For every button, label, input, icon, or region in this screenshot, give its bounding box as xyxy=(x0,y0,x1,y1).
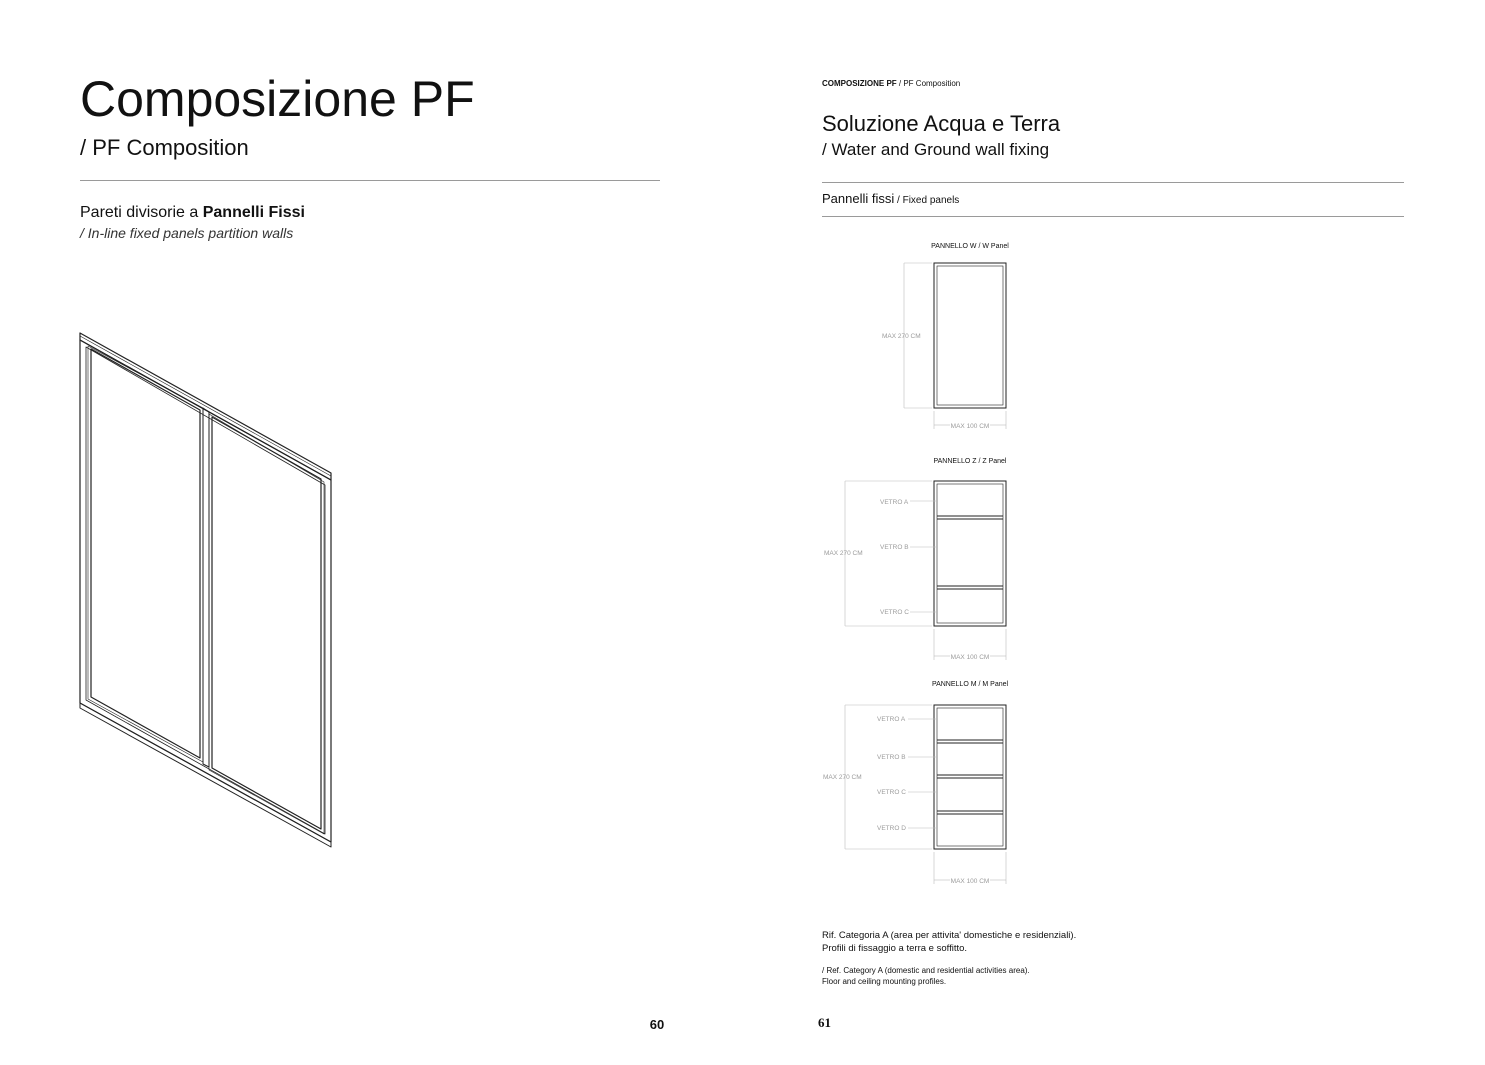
panel-w-label: PANNELLO W / W Panel xyxy=(931,243,1009,250)
top-profile xyxy=(80,333,331,480)
panel-z-height-dim: MAX 270 CM xyxy=(824,550,863,557)
panel-z-label: PANNELLO Z / Z Panel xyxy=(933,458,1007,465)
panel-z-glass-a: VETRO A xyxy=(880,499,909,506)
note-en-line-2: Floor and ceiling mounting profiles. xyxy=(822,977,947,986)
section-subtitle: / Water and Ground wall fixing xyxy=(822,140,1050,159)
note-it-line-1: Rif. Categoria A (area per attivita' domestiche e residenziali). xyxy=(822,930,1077,941)
page-number-right: 61 xyxy=(818,1015,831,1030)
breadcrumb-bold: COMPOSIZIONE PF xyxy=(822,79,897,88)
panel-w-width-dim: MAX 100 CM xyxy=(950,423,990,430)
note-en-line-1: / Ref. Category A (domestic and residential activities area). xyxy=(822,966,1030,975)
panel-drawings xyxy=(815,255,1025,890)
lead-heading xyxy=(80,204,305,222)
divider xyxy=(822,182,1404,183)
panel-m-glass-b: VETRO B xyxy=(877,754,906,761)
panel-w-frame xyxy=(934,263,1006,408)
panel-m-glass-d: VETRO D xyxy=(877,825,906,832)
panel-z-frame xyxy=(934,481,1006,626)
lead-bold: Pannelli Fissi xyxy=(202,204,305,221)
panel-z-glass-b: VETRO B xyxy=(880,544,909,551)
lead-subheading: / In-line fixed panels partition walls xyxy=(80,225,294,241)
panel-m-frame xyxy=(934,705,1006,849)
page-title: Composizione PF xyxy=(80,71,475,127)
breadcrumb-rest: / PF Composition xyxy=(896,79,961,88)
subheading-en: / Fixed panels xyxy=(894,195,960,206)
page-number-left: 60 xyxy=(649,1017,665,1032)
glass-pane-left xyxy=(91,349,200,758)
page-subtitle: / PF Composition xyxy=(80,135,249,160)
panel-z-width-dim: MAX 100 CM xyxy=(950,654,990,661)
partition-wall-illustration xyxy=(74,326,338,852)
divider xyxy=(80,180,660,181)
breadcrumb xyxy=(822,79,960,88)
panel-m-label: PANNELLO M / M Panel xyxy=(931,681,1009,688)
divider xyxy=(822,216,1404,217)
subheading-it: Pannelli fissi xyxy=(822,191,895,206)
note-it-line-2: Profili di fissaggio a terra e soffitto. xyxy=(822,942,968,954)
lead-prefix: Pareti divisorie a xyxy=(80,204,203,221)
note-english xyxy=(822,965,1030,987)
subheading xyxy=(822,191,959,206)
glass-pane-right xyxy=(212,417,321,829)
panel-w-height-dim: MAX 270 CM xyxy=(882,333,921,340)
panel-m-width-dim: MAX 100 CM xyxy=(950,878,990,885)
panel-m-glass-a: VETRO A xyxy=(877,716,906,723)
note-italian xyxy=(822,930,1076,955)
panel-z-glass-c: VETRO C xyxy=(880,609,909,616)
section-title: Soluzione Acqua e Terra xyxy=(822,111,1061,136)
panel-m-glass-c: VETRO C xyxy=(877,789,906,796)
panel-m-height-dim: MAX 270 CM xyxy=(823,774,862,781)
